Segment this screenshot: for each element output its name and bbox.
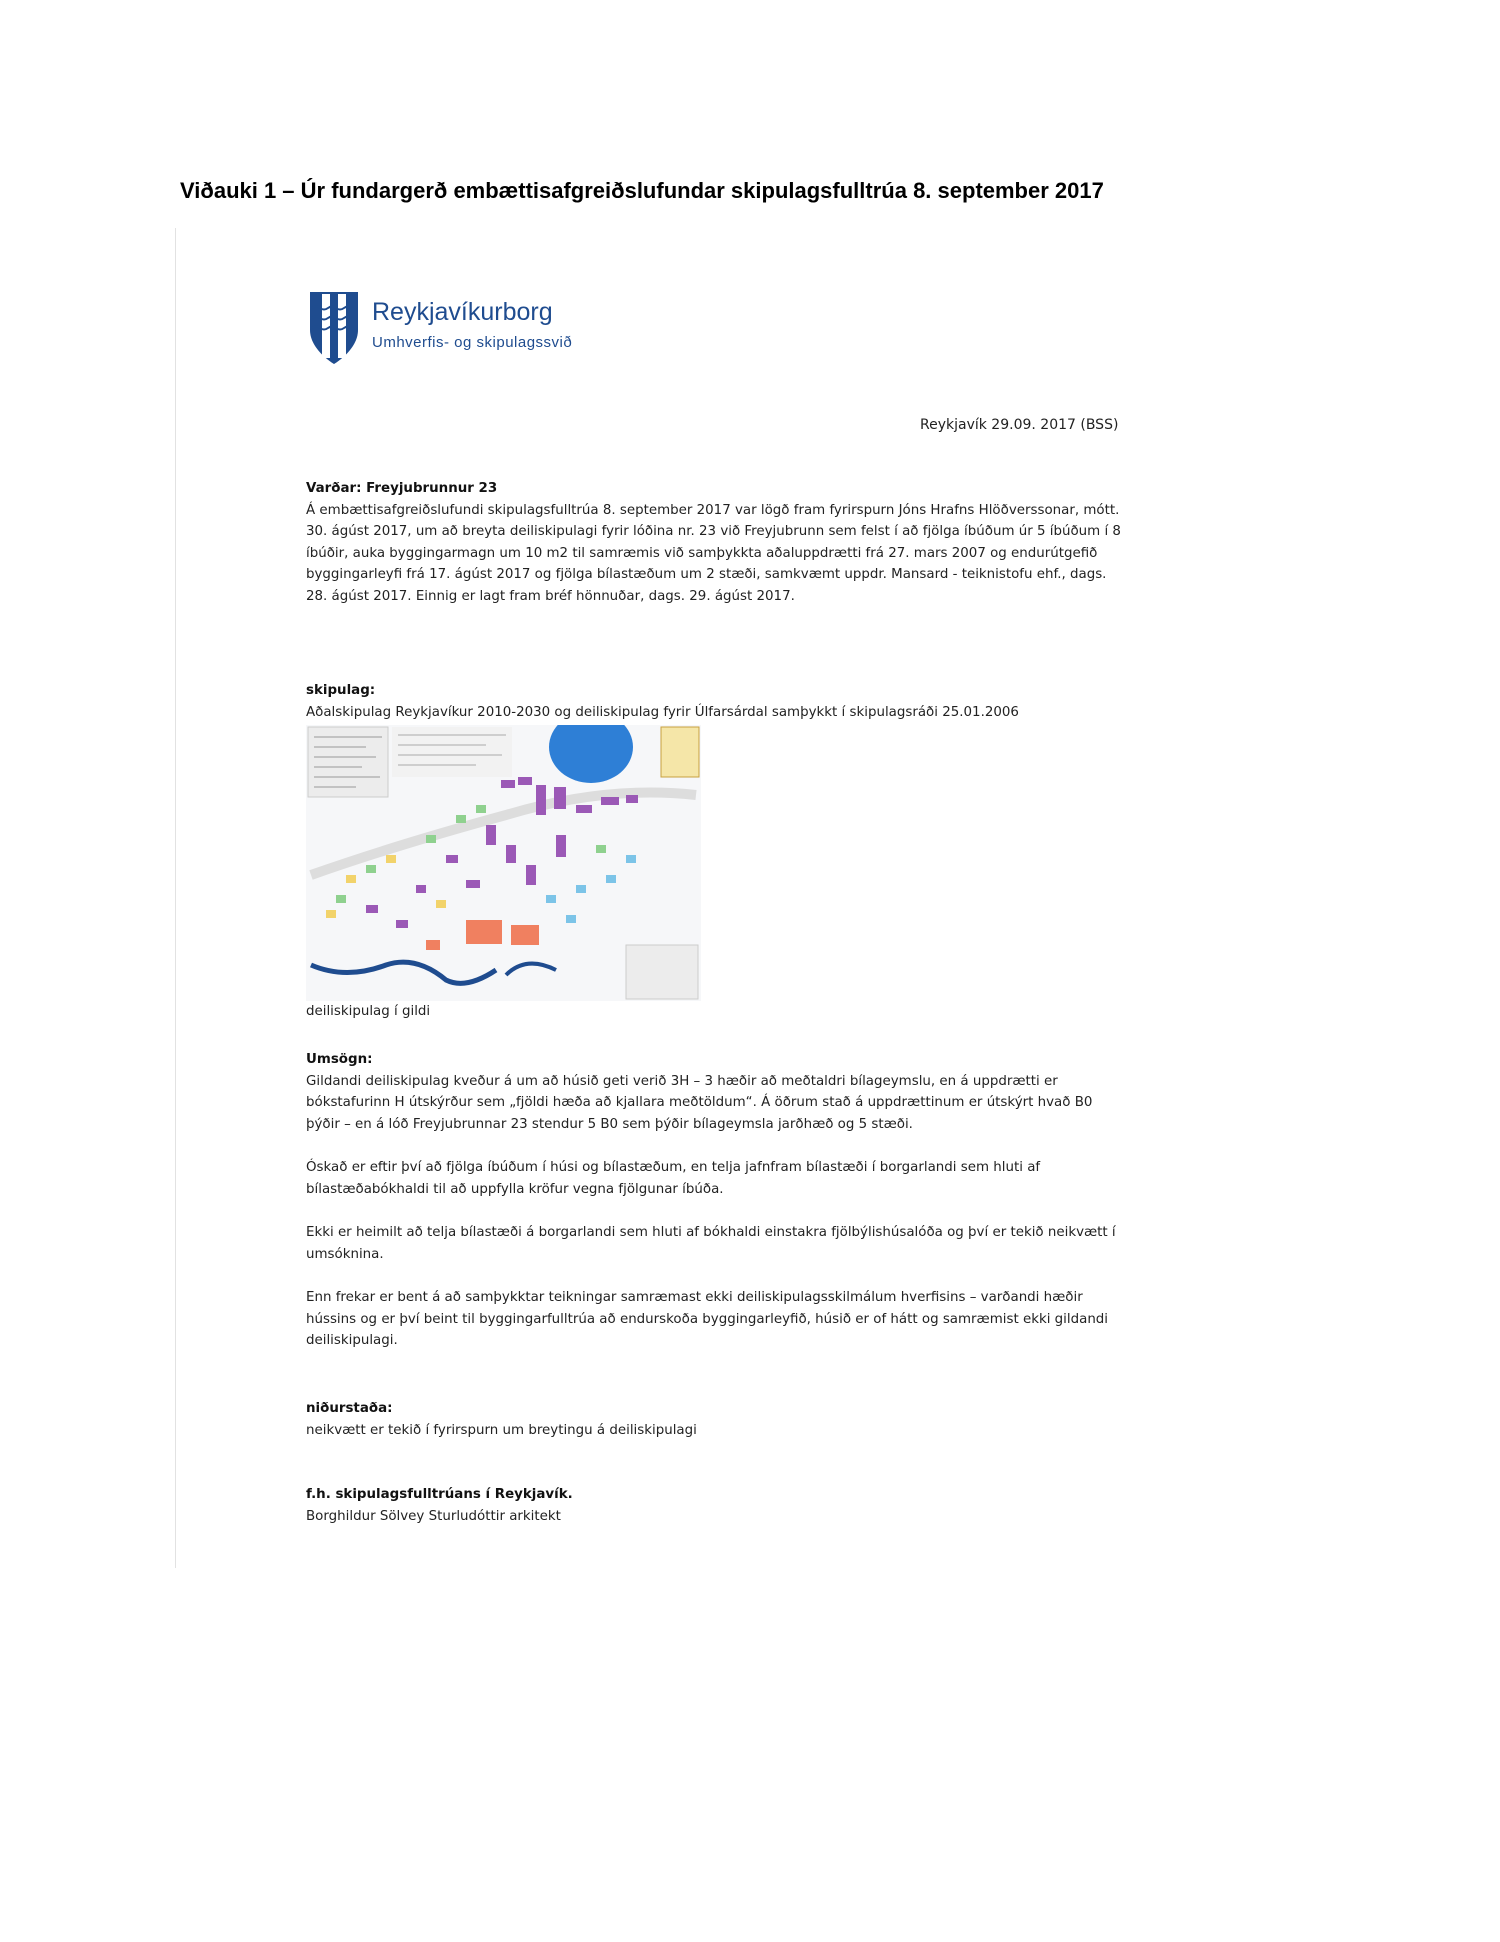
umsogn-paragraph: Gildandi deiliskipulag kveður á um að húsið geti verið 3H – 3 hæðir að meðtaldri bílageymslu, en á uppdrætti er bókstafurinn H útskýrður sem „fjöldi hæða að kjallara meðtöldum“. Á öðrum stað á uppdrættinum er útskýrt hvað B0 þýðir – en á lóð Freyjubrunnar 23 stendur 5 B0 sem þýðir bílageymsla jarðhæð og 5 stæði. — [306, 1073, 1093, 1132]
nidurstada-heading: niðurstaða: — [306, 1401, 393, 1416]
umsogn-paragraph-3 — [306, 1222, 1126, 1265]
umsogn-paragraph-4 — [306, 1287, 1126, 1352]
umsogn-heading: Umsögn: — [306, 1052, 373, 1067]
logo-name: Reykjavíkurborg — [372, 298, 553, 326]
subject-body: Á embættisafgreiðslufundi skipulagsfulltrúa 8. september 2017 var lögð fram fyrirspurn Jóns Hrafns Hlöðverssonar, mótt. 30. ágúst 2017, um að breyta deiliskipulagi fyrir lóðina nr. 23 við Freyjubrunn sem felst í að fjölga íbúðum úr 5 íbúðum í 8 íbúðir, auka byggingarmagn um 10 m2 til samræmis við samþykkta aðaluppdrætti frá 27. mars 2007 og endurútgefið byggingarleyfi frá 17. ágúst 2017 og fjölga bílastæðum um 2 stæði, samkvæmt uppdr. Mansard - teiknistofu ehf., dags. 28. ágúst 2017. Einnig er lagt fram bréf hönnuðar, dags. 29. ágúst 2017. — [306, 502, 1121, 604]
zoning-plan-map — [306, 725, 701, 1001]
map-caption: deiliskipulag í gildi — [306, 1004, 431, 1019]
page-title: Viðauki 1 – Úr fundargerð embættisafgreiðslufundar skipulagsfulltrúa 8. september 2017 — [180, 178, 1104, 203]
signature-heading: f.h. skipulagsfulltrúans í Reykjavík. — [306, 1487, 573, 1502]
skipulag-body: Aðalskipulag Reykjavíkur 2010-2030 og deiliskipulag fyrir Úlfarsárdal samþykkt í skipulagsráði 25.01.2006 — [306, 704, 1019, 720]
nidurstada-body: neikvætt er tekið í fyrirspurn um breytingu á deiliskipulagi — [306, 1422, 697, 1438]
umsogn-paragraph: Enn frekar er bent á að samþykktar teikningar samræmast ekki deiliskipulagsskilmálum hverfisins – varðandi hæðir hússins og er því beint til byggingarfulltrúa að endurskoða byggingarleyfið, húsið er of hátt og samræmist ekki gildandi deiliskipulagi. — [306, 1290, 1109, 1349]
umsogn-paragraph-2 — [306, 1157, 1126, 1200]
reykjavikurborg-logo — [308, 290, 608, 370]
document-date: Reykjavík 29.09. 2017 (BSS) — [920, 417, 1119, 433]
skipulag-heading: skipulag: — [306, 683, 376, 698]
umsogn-section — [306, 1049, 1126, 1135]
umsogn-paragraph: Óskað er eftir því að fjölga íbúðum í húsi og bílastæðum, en telja jafnfram bílastæði í borgarlandi sem hluti af bílastæðabókhaldi til að uppfylla kröfur vegna fjölgunar íbúða. — [306, 1160, 1041, 1197]
skipulag-section — [306, 680, 1126, 723]
umsogn-paragraph: Ekki er heimilt að telja bílastæði á borgarlandi sem hluti af bókhaldi einstakra fjölbýlishúsalóða og því er tekið neikvætt í umsóknina. — [306, 1225, 1116, 1262]
signature-section — [306, 1484, 1126, 1527]
coat-of-arms-icon — [308, 290, 360, 366]
nidurstada-section — [306, 1398, 1126, 1441]
subject-heading: Varðar: Freyjubrunnur 23 — [306, 481, 498, 496]
subject-section — [306, 478, 1126, 608]
signature-name: Borghildur Sölvey Sturludóttir arkitekt — [306, 1508, 561, 1524]
logo-department: Umhverfis- og skipulagssvið — [372, 334, 573, 351]
